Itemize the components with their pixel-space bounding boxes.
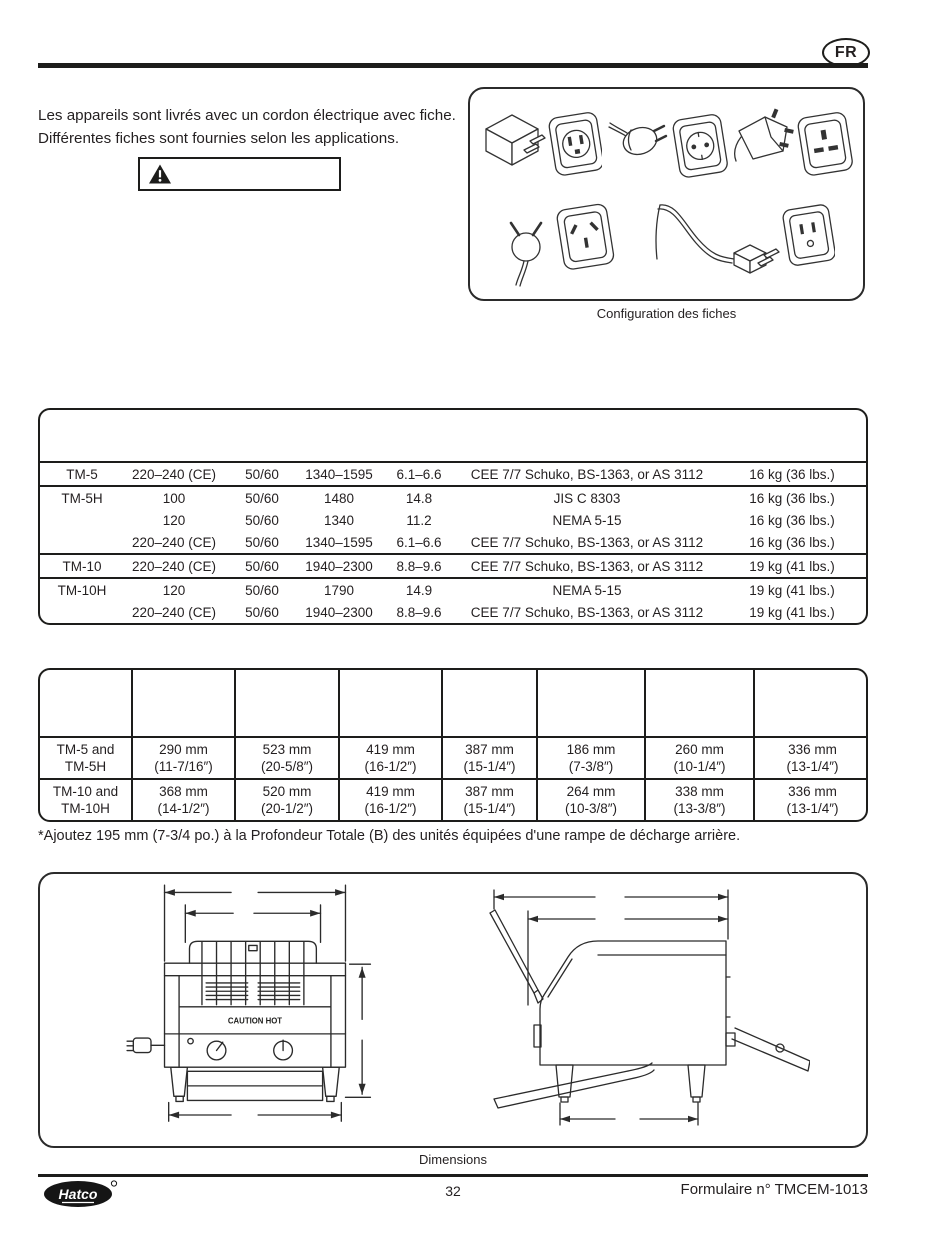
table-row bbox=[40, 509, 868, 531]
column-header bbox=[124, 410, 224, 462]
cell-weight: 16 kg (36 lbs.) bbox=[714, 462, 868, 486]
dim-mm: 419 mm bbox=[366, 784, 415, 799]
dim-header-row bbox=[40, 670, 868, 737]
dim-mm: 338 mm bbox=[675, 784, 724, 799]
cell-weight: 19 kg (41 lbs.) bbox=[749, 582, 835, 598]
cell-model bbox=[40, 531, 124, 554]
model-line-2: TM-5H bbox=[64, 759, 107, 774]
dim-mm: 336 mm bbox=[788, 784, 837, 799]
table-row bbox=[40, 462, 868, 486]
column-header bbox=[235, 670, 339, 737]
cell-amps: 11.2 bbox=[406, 512, 432, 528]
cell-watts: 1340–1595 bbox=[300, 531, 378, 554]
column-header bbox=[40, 410, 124, 462]
plug-configuration-panel bbox=[468, 87, 865, 301]
dim-mm: 260 mm bbox=[675, 742, 724, 757]
dim-mm: 336 mm bbox=[788, 742, 837, 757]
dimensions-figure bbox=[38, 872, 868, 1148]
table-row bbox=[40, 601, 868, 623]
plug-panel-caption: Configuration des fiches bbox=[596, 306, 737, 321]
cell-plug: NEMA 5-15 bbox=[552, 512, 622, 528]
cell-plug: CEE 7/7 Schuko, BS-1363, or AS 3112 bbox=[460, 462, 714, 486]
cell-dimension bbox=[537, 779, 645, 820]
cell-model bbox=[40, 601, 124, 623]
caution-hot-label: CAUTION HOT bbox=[227, 1016, 283, 1026]
cell-dimension bbox=[442, 779, 537, 820]
column-header bbox=[224, 410, 300, 462]
cell-plug: CEE 7/7 Schuko, BS-1363, or AS 3112 bbox=[460, 531, 714, 554]
intro-line-1: Les appareils sont livrés avec un cordon électrique avec fiche. bbox=[38, 107, 456, 124]
cell-hertz: 50/60 bbox=[245, 604, 279, 620]
dim-inch: (7-3/8″) bbox=[568, 759, 614, 774]
form-number: Formulaire n° TMCEM-1013 bbox=[680, 1181, 868, 1198]
hatco-logo-text: Hatco bbox=[58, 1186, 98, 1202]
language-badge-label: FR bbox=[834, 43, 858, 61]
cell-dimension bbox=[132, 779, 235, 820]
cell-hertz: 50/60 bbox=[224, 554, 300, 578]
toaster-side-view-drawing bbox=[480, 882, 810, 1140]
dim-inch: (10-3/8″) bbox=[564, 801, 618, 816]
cell-voltage: 100 bbox=[162, 490, 186, 506]
as-3112-plug-receptacle-icon bbox=[498, 201, 628, 293]
intro-paragraph bbox=[38, 104, 478, 150]
dim-inch: (16-1/2″) bbox=[364, 801, 417, 816]
column-header bbox=[754, 670, 868, 737]
cell-hertz: 50/60 bbox=[245, 512, 279, 528]
page-number: 32 bbox=[445, 1183, 461, 1199]
model-line-1: TM-10 and bbox=[52, 784, 119, 799]
cell-watts: 1480 bbox=[323, 490, 355, 506]
table-row bbox=[40, 578, 868, 601]
cell-watts: 1340 bbox=[323, 512, 355, 528]
model-line-2: TM-10H bbox=[61, 801, 110, 816]
table-row bbox=[40, 737, 868, 779]
dim-mm: 387 mm bbox=[465, 784, 514, 799]
cell-hertz: 50/60 bbox=[245, 582, 279, 598]
cell-amps: 8.8–9.6 bbox=[396, 604, 442, 620]
cell-dimension bbox=[754, 737, 868, 779]
cell-plug: CEE 7/7 Schuko, BS-1363, or AS 3112 bbox=[460, 554, 714, 578]
cell-watts: 1340–1595 bbox=[300, 462, 378, 486]
dim-mm: 290 mm bbox=[159, 742, 208, 757]
cell-dimension bbox=[442, 737, 537, 779]
column-header bbox=[378, 410, 460, 462]
cell-model: TM-10H bbox=[57, 582, 107, 598]
cell-amps: 14.8 bbox=[405, 490, 433, 506]
cell-watts: 1940–2300 bbox=[300, 554, 378, 578]
cee-7-7-schuko-plug-receptacle-icon bbox=[606, 97, 728, 207]
cell-dimension bbox=[754, 779, 868, 820]
cell-hertz: 50/60 bbox=[245, 490, 279, 506]
cell-dimension bbox=[537, 737, 645, 779]
cell-amps: 14.9 bbox=[405, 582, 433, 598]
dim-inch: (13-3/8″) bbox=[673, 801, 726, 816]
cell-voltage: 220–240 (CE) bbox=[124, 462, 224, 486]
dim-mm: 520 mm bbox=[262, 784, 312, 799]
warning-box bbox=[138, 157, 341, 191]
cell-dimension bbox=[645, 737, 754, 779]
dim-inch: (13-1/4″) bbox=[786, 759, 839, 774]
cell-watts: 1790 bbox=[323, 582, 355, 598]
column-header bbox=[537, 670, 645, 737]
cell-model bbox=[40, 779, 132, 820]
dim-inch: (16-1/2″) bbox=[364, 759, 417, 774]
dim-inch: (20-5/8″) bbox=[260, 759, 314, 774]
cell-voltage: 220–240 (CE) bbox=[131, 604, 217, 620]
dim-inch: (14-1/2″) bbox=[157, 801, 210, 816]
dim-inch: (10-1/4″) bbox=[673, 759, 726, 774]
cell-voltage: 120 bbox=[162, 512, 186, 528]
cell-model: TM-5H bbox=[61, 490, 103, 506]
plug-row-top bbox=[470, 89, 863, 207]
cell-watts: 1940–2300 bbox=[305, 604, 373, 620]
cell-voltage: 220–240 (CE) bbox=[124, 531, 224, 554]
table-row bbox=[40, 486, 868, 509]
table-row bbox=[40, 531, 868, 554]
cell-weight: 16 kg (36 lbs.) bbox=[714, 531, 868, 554]
dim-mm: 368 mm bbox=[159, 784, 208, 799]
cell-voltage: 220–240 (CE) bbox=[124, 554, 224, 578]
cell-model bbox=[40, 509, 124, 531]
cell-dimension bbox=[132, 737, 235, 779]
column-header bbox=[442, 670, 537, 737]
cell-dimension bbox=[339, 737, 442, 779]
cell-dimension bbox=[235, 737, 339, 779]
dim-mm: 387 mm bbox=[465, 742, 514, 757]
spec-header-row bbox=[40, 410, 868, 462]
cell-dimension bbox=[645, 779, 754, 820]
cell-model: TM-5 bbox=[40, 462, 124, 486]
intro-line-2: Différentes fiches sont fournies selon les applications. bbox=[38, 130, 400, 147]
cell-plug: NEMA 5-15 bbox=[552, 582, 622, 598]
cell-model bbox=[40, 737, 132, 779]
column-header bbox=[40, 670, 132, 737]
warning-triangle-icon bbox=[148, 163, 172, 185]
dim-mm: 186 mm bbox=[566, 742, 616, 757]
cell-amps: 6.1–6.6 bbox=[378, 531, 460, 554]
figure-caption: Dimensions bbox=[419, 1152, 487, 1167]
header-rule bbox=[38, 63, 868, 68]
nema-6-15-plug-receptacle-icon bbox=[480, 97, 602, 207]
plug-row-bottom bbox=[470, 201, 863, 293]
dim-inch: (15-1/4″) bbox=[463, 759, 516, 774]
cell-weight: 16 kg (36 lbs.) bbox=[749, 490, 835, 506]
cell-hertz: 50/60 bbox=[224, 462, 300, 486]
toaster-front-view-drawing bbox=[125, 882, 385, 1140]
cell-voltage: 120 bbox=[162, 582, 186, 598]
bs-1363-plug-receptacle-icon bbox=[731, 97, 853, 207]
footnote: *Ajoutez 195 mm (7-3/4 po.) à la Profondeur Totale (B) des unités équipées d'une rampe de décharge arrière. bbox=[38, 828, 741, 844]
column-header bbox=[132, 670, 235, 737]
table-row bbox=[40, 554, 868, 578]
dim-mm: 523 mm bbox=[262, 742, 312, 757]
footer-rule bbox=[38, 1174, 868, 1177]
cell-plug: CEE 7/7 Schuko, BS-1363, or AS 3112 bbox=[470, 604, 704, 620]
column-header bbox=[645, 670, 754, 737]
nema-5-15-plug-receptacle-icon bbox=[650, 201, 835, 293]
cell-model: TM-10 bbox=[40, 554, 124, 578]
column-header bbox=[339, 670, 442, 737]
column-header bbox=[460, 410, 714, 462]
table-row bbox=[40, 779, 868, 820]
cell-amps: 8.8–9.6 bbox=[378, 554, 460, 578]
dimensions-table bbox=[38, 668, 868, 822]
column-header bbox=[300, 410, 378, 462]
cell-weight: 19 kg (41 lbs.) bbox=[714, 554, 868, 578]
cell-hertz: 50/60 bbox=[224, 531, 300, 554]
cell-dimension bbox=[235, 779, 339, 820]
model-line-1: TM-5 and bbox=[56, 742, 115, 757]
cell-weight: 16 kg (36 lbs.) bbox=[749, 512, 835, 528]
dim-mm: 419 mm bbox=[366, 742, 415, 757]
dim-inch: (11-7/16″) bbox=[154, 759, 213, 774]
cell-amps: 6.1–6.6 bbox=[378, 462, 460, 486]
dim-inch: (20-1/2″) bbox=[260, 801, 314, 816]
cell-weight: 19 kg (41 lbs.) bbox=[749, 604, 835, 620]
column-header bbox=[714, 410, 868, 462]
electrical-spec-table bbox=[38, 408, 868, 625]
dim-inch: (15-1/4″) bbox=[463, 801, 516, 816]
dim-inch: (13-1/4″) bbox=[786, 801, 839, 816]
dim-mm: 264 mm bbox=[566, 784, 616, 799]
cell-dimension bbox=[339, 779, 442, 820]
cell-plug: JIS C 8303 bbox=[553, 490, 621, 506]
